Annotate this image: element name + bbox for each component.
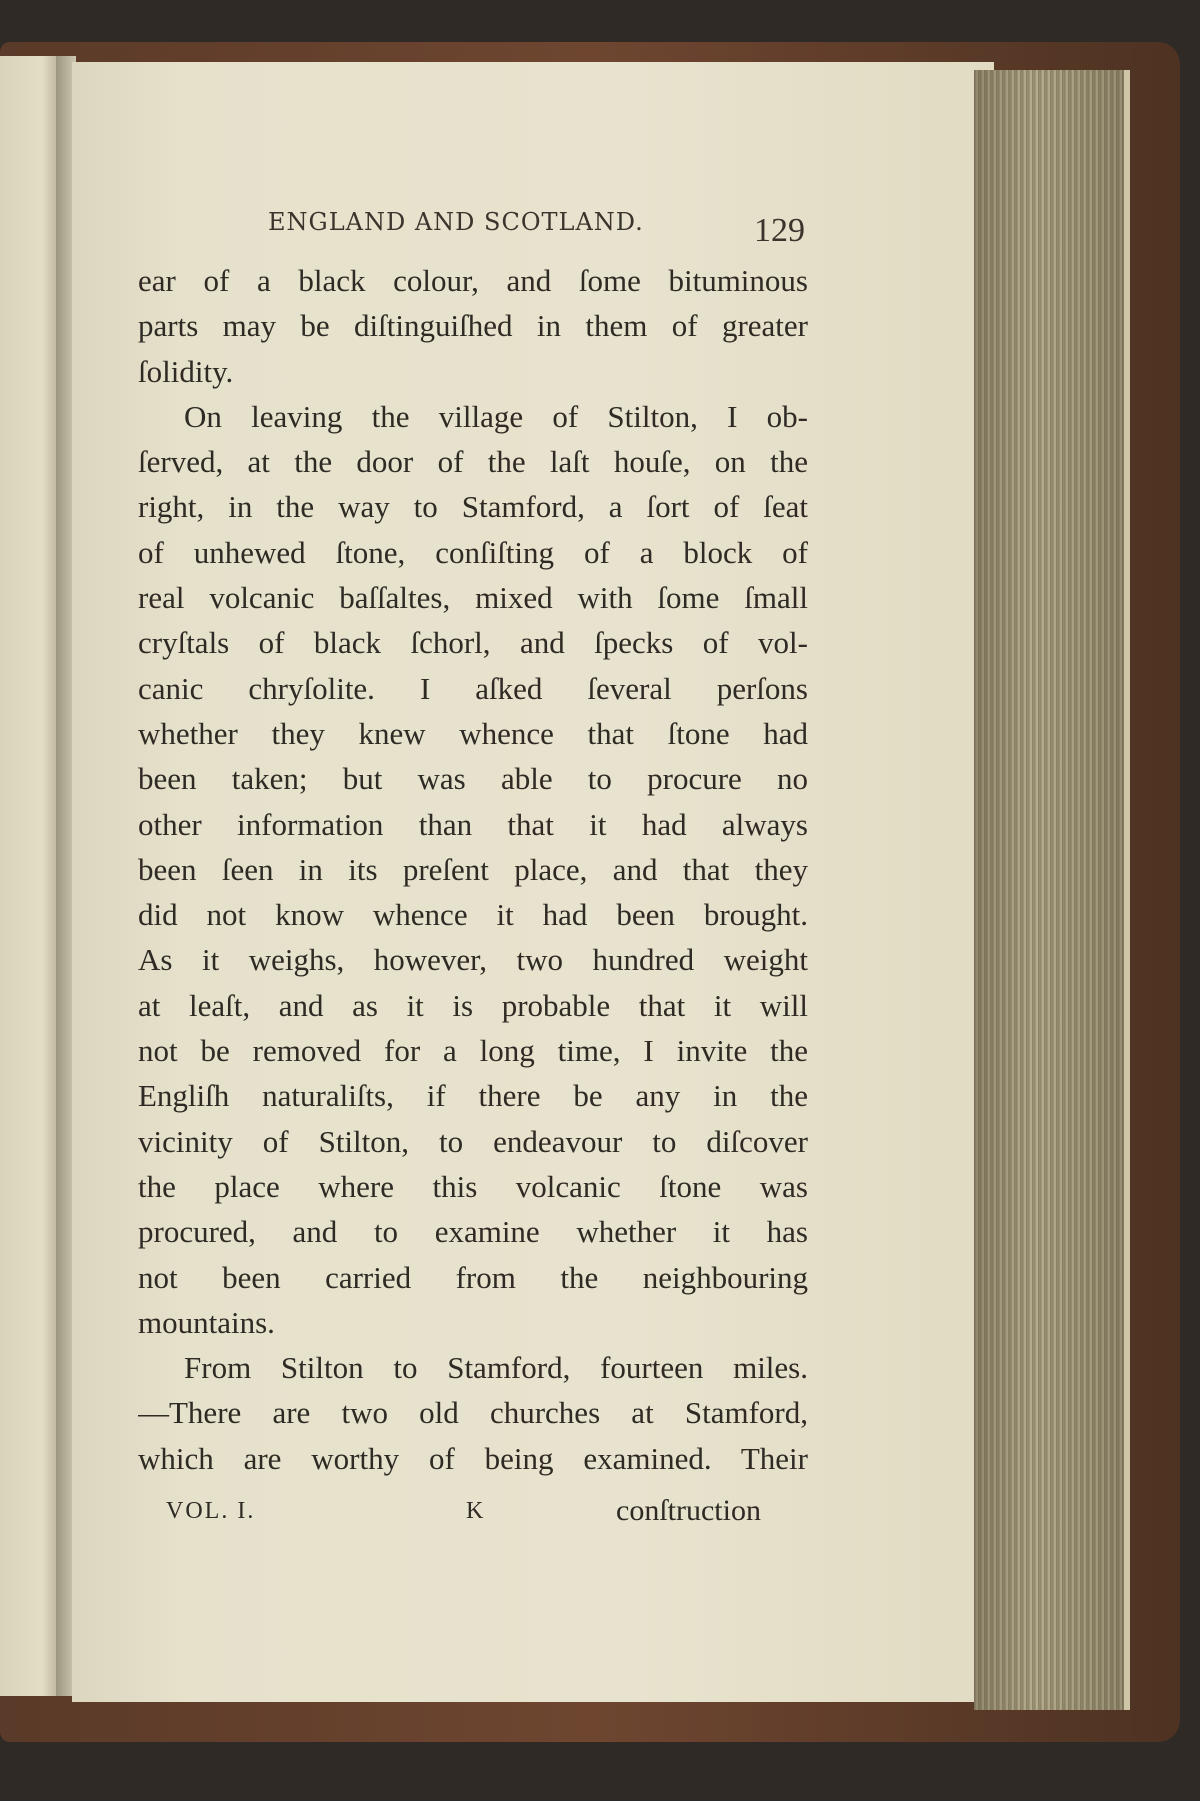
text-line: On leaving the village of Stilton, I ob- xyxy=(184,398,808,434)
running-head: ENGLAND AND SCOTLAND. xyxy=(268,208,644,236)
text-line: which are worthy of being examined. Their xyxy=(138,1440,808,1476)
text-line: real volcanic baſſaltes, mixed with ſome ſmall xyxy=(138,580,808,616)
text-line: not been carried from the neighbouring xyxy=(138,1259,808,1295)
page-number: 129 xyxy=(754,212,805,249)
text-line: parts may be diſtinguiſhed in them of greater xyxy=(138,308,808,344)
text-line: at leaſt, and as it is probable that it will xyxy=(138,987,808,1023)
text-line: Engliſh naturaliſts, if there be any in the xyxy=(138,1078,808,1114)
text-line: not be removed for a long time, I invite the xyxy=(138,1033,808,1069)
signature-mark: K xyxy=(466,1498,484,1524)
text-line: the place where this volcanic ſtone was xyxy=(138,1168,808,1204)
text-line: cryſtals of black ſchorl, and ſpecks of vol- xyxy=(138,625,808,661)
text-line: —There are two old churches at Stamford, xyxy=(138,1395,808,1431)
text-line: vicinity of Stilton, to endeavour to diſcover xyxy=(138,1123,808,1159)
text-line: other information than that it had always xyxy=(138,806,808,842)
volume-mark: VOL. I. xyxy=(166,1498,256,1524)
body-text xyxy=(138,258,808,1481)
text-line: of unhewed ſtone, conſiſting of a block of xyxy=(138,534,808,570)
text-line: As it weighs, however, two hundred weight xyxy=(138,942,808,978)
text-line: been ſeen in its preſent place, and that they xyxy=(138,851,808,887)
text-line: ſerved, at the door of the laſt houſe, on the xyxy=(138,444,808,480)
catchword: conſtruction xyxy=(616,1494,761,1527)
page-footer xyxy=(160,1494,800,1534)
left-page xyxy=(0,56,60,1696)
text-line: procured, and to examine whether it has xyxy=(138,1214,808,1250)
text-line: been taken; but was able to procure no xyxy=(138,761,808,797)
text-line: ſolidity. xyxy=(138,353,234,389)
text-line: canic chryſolite. I aſked ſeveral perſons xyxy=(138,670,808,706)
text-line: mountains. xyxy=(138,1304,275,1340)
text-line: From Stilton to Stamford, fourteen miles. xyxy=(184,1350,808,1386)
text-line: right, in the way to Stamford, a ſort of ſeat xyxy=(138,489,808,525)
page-block-shade xyxy=(974,70,1124,1710)
text-line: did not know whence it had been brought. xyxy=(138,897,808,933)
text-line: ear of a black colour, and ſome bituminous xyxy=(138,263,808,298)
text-line: whether they knew whence that ſtone had xyxy=(138,715,808,751)
